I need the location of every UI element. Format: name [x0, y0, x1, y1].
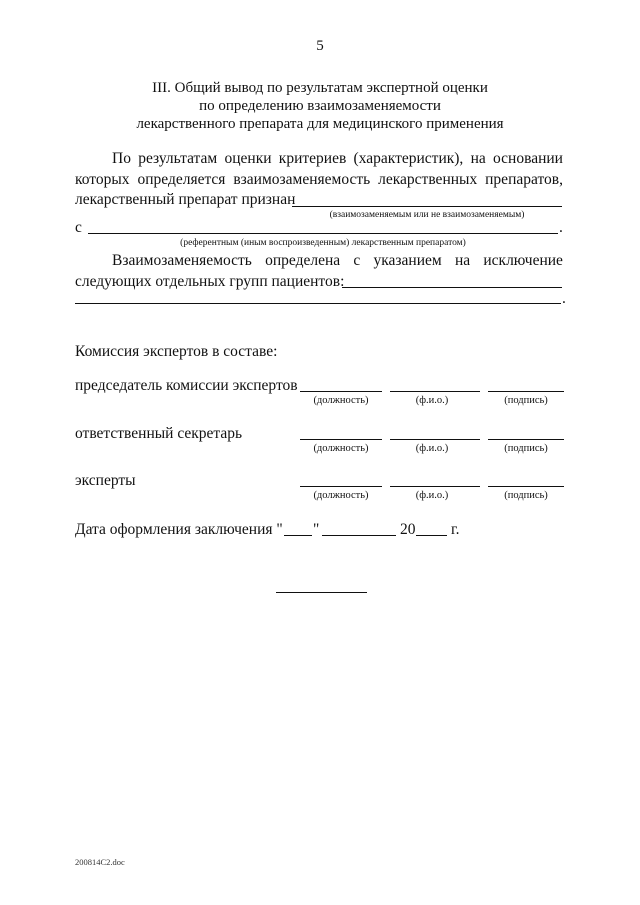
secretary-name-line — [390, 439, 480, 440]
secretary-name-caption: (ф.и.о.) — [415, 443, 449, 454]
experts-label: эксперты — [75, 472, 136, 489]
date-suffix: г. — [451, 521, 460, 538]
secretary-position-caption: (должность) — [313, 443, 369, 454]
date-prefix: Дата оформления заключения " — [75, 521, 283, 538]
chairman-position-caption: (должность) — [313, 395, 369, 406]
blank-line-reference-drug — [88, 233, 558, 234]
paragraph1-line4-prefix: с — [75, 219, 82, 236]
blank-line-interchangeability — [292, 206, 562, 207]
secretary-position-line — [300, 439, 382, 440]
secretary-signature-caption: (подпись) — [504, 443, 548, 454]
chairman-position-line — [300, 391, 382, 392]
heading-line-3: лекарственного препарата для медицинского применения — [136, 116, 504, 132]
caption-interchangeability: (взаимозаменяемым или не взаимозаменяемым) — [329, 210, 525, 220]
end-separator — [276, 592, 367, 593]
date-year-line — [416, 535, 447, 536]
paragraph1-line4-end: . — [559, 219, 563, 236]
blank-line-patient-groups-2 — [75, 303, 561, 304]
date-quote-close: " — [313, 521, 320, 538]
paragraph2-line1: Взаимозаменяемость определена с указанием на исключение — [112, 252, 563, 269]
experts-signature-line — [488, 486, 564, 487]
chairman-signature-caption: (подпись) — [504, 395, 548, 406]
date-year-prefix: 20 — [400, 521, 416, 538]
page-number: 5 — [316, 38, 324, 54]
experts-signature-caption: (подпись) — [504, 490, 548, 501]
paragraph2-line2: следующих отдельных групп пациентов: — [75, 273, 345, 290]
experts-name-caption: (ф.и.о.) — [415, 490, 449, 501]
paragraph1-line1: По результатам оценки критериев (характеристик), на основании — [112, 150, 563, 167]
caption-reference-drug: (референтным (иным воспроизведенным) лекарственным препаратом) — [180, 238, 466, 248]
chairman-name-line — [390, 391, 480, 392]
blank-line-patient-groups-1 — [342, 287, 562, 288]
chairman-label: председатель комиссии экспертов — [75, 377, 298, 394]
heading-line-2: по определению взаимозаменяемости — [199, 98, 441, 114]
experts-position-caption: (должность) — [313, 490, 369, 501]
secretary-signature-line — [488, 439, 564, 440]
paragraph1-line2: которых определяется взаимозаменяемость лекарственных препаратов, — [75, 171, 563, 188]
paragraph1-line3: лекарственный препарат признан — [75, 191, 296, 208]
date-month-line — [322, 535, 396, 536]
experts-position-line — [300, 486, 382, 487]
footer-filename: 200814C2.doc — [75, 857, 125, 867]
secretary-label: ответственный секретарь — [75, 425, 243, 442]
heading-line-1: III. Общий вывод по результатам экспертной оценки — [152, 80, 488, 96]
experts-name-line — [390, 486, 480, 487]
chairman-signature-line — [488, 391, 564, 392]
commission-heading: Комиссия экспертов в составе: — [75, 343, 278, 360]
date-day-line — [284, 535, 312, 536]
paragraph2-line3-end: . — [562, 290, 566, 307]
chairman-name-caption: (ф.и.о.) — [415, 395, 449, 406]
